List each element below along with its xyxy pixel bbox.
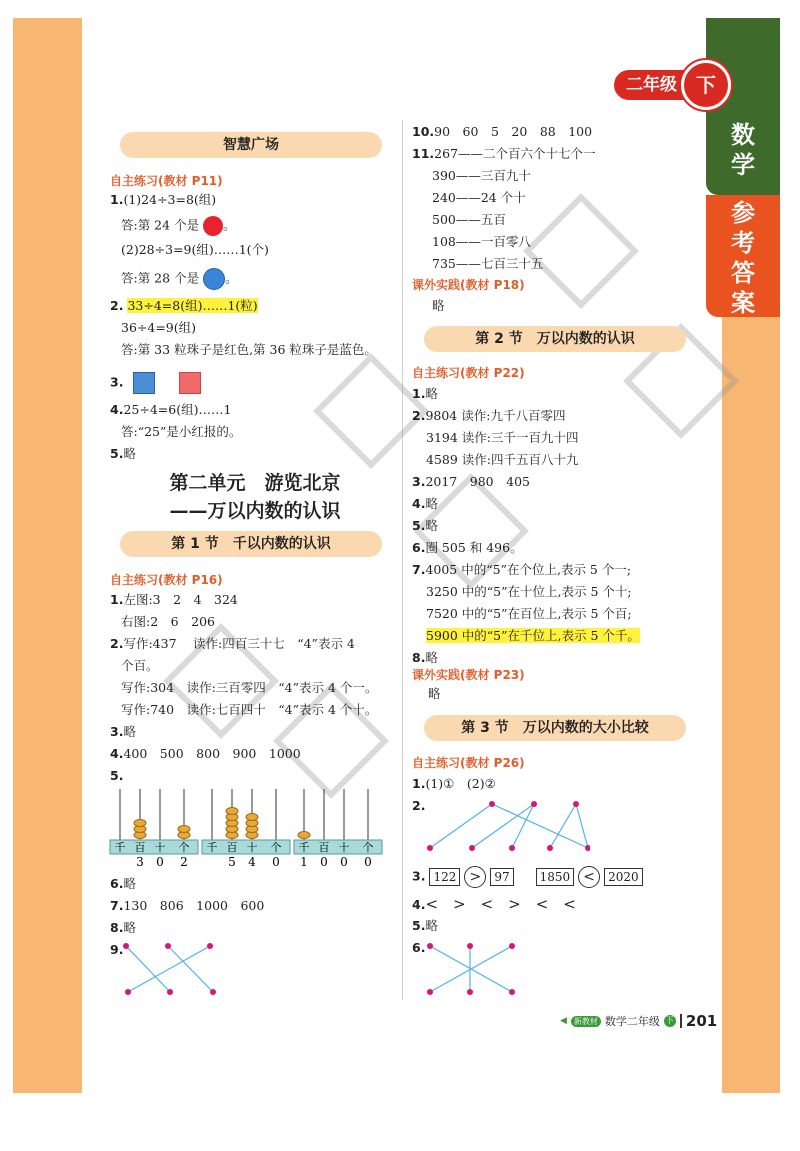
abacus-bead — [298, 832, 310, 839]
t5-line: 5.略 — [412, 918, 438, 933]
t6-line: 6. — [412, 940, 426, 955]
compare-sign: < — [578, 866, 600, 888]
q11-line5: 108——一百零八 — [432, 234, 531, 249]
q11-line1: 11.267——二个百六个十七个一 — [412, 146, 596, 161]
compare-box: 97 — [490, 868, 513, 886]
abacus-digit: 2 — [180, 855, 188, 869]
left-margin-strip — [13, 18, 82, 1093]
subject-tab-label: 数 学 — [731, 121, 755, 179]
abacus-label: 个 — [270, 841, 282, 854]
footer-book-title: 数学二年级 — [604, 1015, 660, 1028]
abacus-label: 百 — [134, 841, 146, 854]
r2-line1: 2.9804 读作:九千八百零四 — [412, 408, 566, 423]
q11-line2: 390——三百九十 — [432, 168, 531, 183]
abacus-label: 个 — [178, 841, 190, 854]
q11-line4: 500——五百 — [432, 212, 506, 227]
abacus-bead — [178, 826, 190, 833]
compare-box: 122 — [429, 868, 460, 886]
s2q2-line1: 2.写作:437 读作:四百三十七 “4”表示 4 — [110, 636, 355, 651]
r5-line: 5.略 — [412, 518, 438, 533]
abacus-bead — [134, 820, 146, 827]
self-practice-heading: 自主练习(教材 P22) — [412, 366, 525, 380]
blue-square-icon — [133, 372, 155, 394]
compare-sign: > — [464, 866, 486, 888]
s2q2-line3: 写作:304 读作:三百零四 “4”表示 4 个一。 — [121, 680, 378, 695]
q1-line1: 1.(1)24÷3=8(组) — [110, 192, 217, 207]
page-number: 201 — [685, 1012, 718, 1030]
self-practice-heading: 自主练习(教材 P16) — [110, 573, 223, 587]
watermark-shape — [523, 193, 639, 309]
q1-answer1: 答:第 24 个是 。 — [121, 216, 236, 236]
abacus-digit: 0 — [364, 855, 372, 869]
abacus-label: 千 — [114, 841, 126, 854]
abacus-digit: 5 — [228, 855, 236, 869]
abacus-label: 十 — [246, 841, 258, 854]
s2q3-line: 3.略 — [110, 724, 136, 739]
abacus-bead — [226, 808, 238, 815]
r4-line: 4.略 — [412, 496, 438, 511]
section-title-3: 第 3 节 万以内数的大小比较 — [424, 715, 686, 741]
footer-divider — [680, 1014, 682, 1028]
abacus-group-1 — [110, 789, 198, 869]
matching-figure-q9 — [118, 938, 228, 1000]
self-practice-heading: 自主练习(教材 P26) — [412, 756, 525, 770]
q1-answer2: 答:第 28 个是 。 — [121, 268, 238, 290]
practice-answer: 略 — [428, 686, 441, 701]
r7-line2: 3250 中的“5”在十位上,表示 5 个十; — [426, 584, 632, 599]
abacus-label: 百 — [226, 841, 238, 854]
t1-line: 1.(1)① (2)② — [412, 776, 496, 791]
page-footer — [560, 1012, 717, 1030]
abacus-label: 千 — [206, 841, 218, 854]
q5-line: 5.略 — [110, 446, 136, 461]
s2q2-line2: 个百。 — [121, 658, 159, 673]
unit-title-line1: 第二单元 游览北京 — [169, 472, 341, 494]
blue-bead-icon — [203, 268, 225, 290]
r7-line3: 7520 中的“5”在百位上,表示 5 个百; — [426, 606, 632, 621]
t3-line: 3. 122 > 97 1850 < 2020 — [412, 866, 643, 888]
section-title-wisdom: 智慧广场 — [120, 132, 382, 158]
abacus-label: 十 — [338, 841, 350, 854]
abacus-label: 千 — [298, 841, 310, 854]
abacus-digit: 0 — [340, 855, 348, 869]
s2q2-line4: 写作:740 读作:七百四十 “4”表示 4 个十。 — [121, 702, 378, 717]
unit-title-line2: ——万以内数的认识 — [169, 500, 341, 522]
practice-answer: 略 — [432, 298, 445, 313]
q2-line2: 36÷4=9(组) — [121, 320, 197, 335]
r7-line1: 7.4005 中的“5”在个位上,表示 5 个一; — [412, 562, 632, 577]
red-bead-icon — [203, 216, 223, 236]
q4-line1: 4.25÷4=6(组)……1 — [110, 402, 232, 417]
abacus-bead — [246, 814, 258, 821]
r6-line: 6.圈 505 和 496。 — [412, 540, 523, 555]
red-square-icon — [179, 372, 201, 394]
q11-line3: 240——24 个十 — [432, 190, 526, 205]
abacus-group-2 — [202, 789, 290, 869]
t2-line: 2. — [412, 798, 426, 813]
abacus-digit: 1 — [300, 855, 308, 869]
t4-line: 4.< > < > < < — [412, 895, 576, 913]
q2-line1: 2. 33÷4=8(组)……1(粒) — [110, 298, 258, 313]
r3-line: 3.2017 980 405 — [412, 474, 530, 489]
s2q1-line1: 1.左图:3 2 4 324 — [110, 592, 238, 607]
triangle-left-icon: ◀ — [560, 1016, 567, 1026]
abacus-figure — [108, 784, 383, 869]
footer-semester-mark: 下 — [665, 1016, 674, 1025]
abacus-label: 个 — [362, 841, 374, 854]
s2q9-line: 9. — [110, 942, 124, 957]
grade-badge: 二年级 — [614, 70, 710, 100]
q3-line: 3. — [110, 372, 201, 394]
answers-tab-label: 参 考 答 案 — [731, 199, 755, 317]
abacus-label: 百 — [318, 841, 330, 854]
s2q7-line: 7.130 806 1000 600 — [110, 898, 265, 913]
compare-box: 1850 — [536, 868, 575, 886]
abacus-digit: 3 — [136, 855, 144, 869]
abacus-label: 十 — [154, 841, 166, 854]
self-practice-heading: 自主练习(教材 P11) — [110, 174, 223, 188]
section-title-2: 第 2 节 万以内数的认识 — [424, 326, 686, 352]
watermark-shape — [273, 683, 389, 799]
brand-badge: 新教材 — [571, 1016, 601, 1027]
section-title-1: 第 1 节 千以内数的认识 — [120, 531, 382, 557]
matching-figure-t6 — [420, 938, 530, 1000]
q4-answer: 答:“25”是小红报的。 — [121, 424, 242, 439]
abacus-group-3 — [294, 789, 382, 869]
abacus-digit: 0 — [272, 855, 280, 869]
semester-mark: 下 — [681, 60, 731, 110]
abacus-digit: 4 — [248, 855, 256, 869]
r2-line3: 4589 读作:四千五百八十九 — [426, 452, 579, 467]
column-divider — [402, 120, 403, 1000]
r1-line: 1.略 — [412, 386, 438, 401]
s2q4-line: 4.400 500 800 900 1000 — [110, 746, 301, 761]
s2q6-line: 6.略 — [110, 876, 136, 891]
r8-line: 8.略 — [412, 650, 438, 665]
compare-box: 2020 — [604, 868, 643, 886]
s2q1-line2: 右图:2 6 206 — [121, 614, 215, 629]
abacus-digit: 0 — [320, 855, 328, 869]
q1-line3: (2)28÷3=9(组)……1(个) — [121, 242, 269, 257]
outside-practice-heading: 课外实践(教材 P18) — [412, 278, 525, 292]
r7-line4: 5900 中的“5”在千位上,表示 5 个千。 — [426, 628, 640, 643]
abacus-digit: 0 — [156, 855, 164, 869]
s2q5-line: 5. — [110, 768, 124, 783]
s2q8-line: 8.略 — [110, 920, 136, 935]
r2-line2: 3194 读作:三千一百九十四 — [426, 430, 579, 445]
q10-line: 10.90 60 5 20 88 100 — [412, 124, 593, 139]
outside-practice-heading: 课外实践(教材 P23) — [412, 668, 525, 682]
matching-figure-t2 — [420, 798, 590, 854]
q11-line6: 735——七百三十五 — [432, 256, 544, 271]
q2-answer: 答:第 33 粒珠子是红色,第 36 粒珠子是蓝色。 — [121, 342, 377, 357]
